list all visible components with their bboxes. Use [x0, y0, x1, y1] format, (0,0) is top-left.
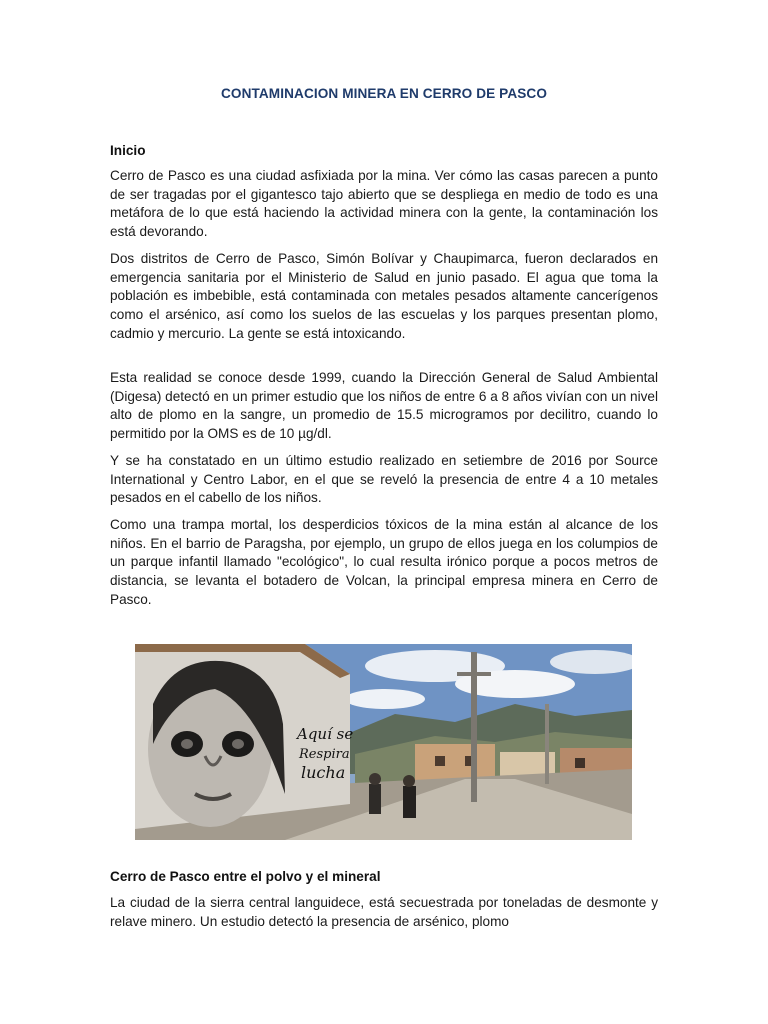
document-title: CONTAMINACION MINERA EN CERRO DE PASCO: [220, 86, 548, 101]
paragraph-1: Cerro de Pasco es una ciudad asfixiada por la mina. Ver cómo las casas parecen a punto de ser tragadas por el gigantesco tajo abierto que se despliega en medio de todo es una metáfora de lo que está haciendo la actividad minera con la gente, la contaminación los está devorando.: [110, 168, 658, 240]
paragraph-4: Y se ha constatado en un último estudio realizado en setiembre de 2016 por Source International y Centro Labor, en el que se reveló la presencia de entre 4 a 10 metales pesados en el cabello de los niños.: [110, 453, 658, 506]
paragraph-6: La ciudad de la sierra central languidece, está secuestrada por toneladas de desmonte y relave minero. Un estudio detectó la presencia de arsénico, plomo: [110, 895, 658, 929]
section-heading-inicio: Inicio: [110, 143, 146, 158]
street-mural-photo: [135, 644, 632, 840]
paragraph-2: Dos distritos de Cerro de Pasco, Simón Bolívar y Chaupimarca, fueron declarados en emergencia sanitaria por el Ministerio de Salud en junio pasado. El agua que toma la población es imbebible, está contaminada con metales pesados altamente cancerígenos como el arsénico, así como los suelos de las escuelas y los parques presentan plomo, cadmio y mercurio. La gente se está intoxicando.: [110, 251, 658, 341]
paragraph-5: Como una trampa mortal, los desperdicios tóxicos de la mina están al alcance de los niños. En el barrio de Paragsha, por ejemplo, un grupo de ellos juega en los columpios de un parque infantil llamado "ecológico", lo cual resulta irónico porque a pocos metros de distancia, se levanta el botadero de Volcan, la principal empresa minera en Cerro de Pasco.: [110, 517, 658, 607]
mural-text-line-3: lucha: [301, 763, 346, 782]
section-heading-polvo-mineral: Cerro de Pasco entre el polvo y el mineral: [110, 869, 381, 884]
mural-text-line-2: Respira: [299, 747, 350, 762]
mural-text-line-1: Aquí se: [297, 725, 354, 743]
paragraph-3: Esta realidad se conoce desde 1999, cuando la Dirección General de Salud Ambiental (Digesa) detectó en un primer estudio que los niños de entre 6 a 8 años vivían con un nivel alto de plomo en la sangre, un promedio de 15.5 microgramos por decilitro, cuando lo permitido por la OMS es de 10 µg/dl.: [110, 370, 658, 442]
